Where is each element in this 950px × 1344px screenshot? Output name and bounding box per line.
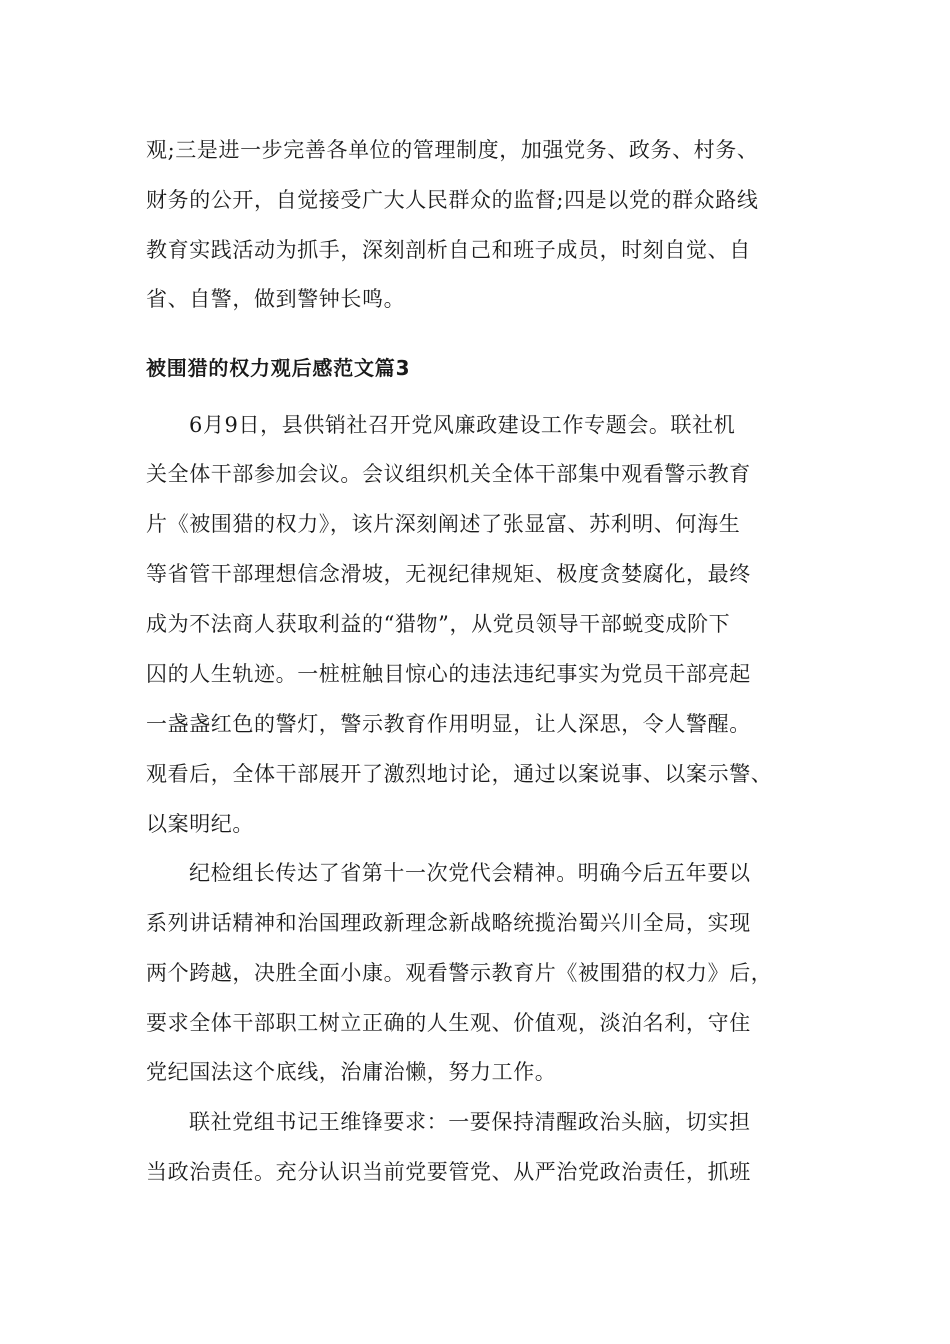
text-line: 省、自警，做到警钟长鸣。 [146,287,406,311]
text-line: 党纪国法这个底线，治庸治懒，努力工作。 [146,1060,557,1084]
text-line: 系列讲话精神和治国理政新理念新战略统揽治蜀兴川全局，实现 [146,911,751,935]
text-line: 教育实践活动为抓手，深刻剖析自己和班子成员，时刻自觉、自 [146,238,751,262]
text-line: 成为不法商人获取利益的“猎物”，从党员领导干部蜕变成阶下 [146,612,731,636]
text-line: 一盏盏红色的警灯，警示教育作用明显，让人深思，令人警醒。 [146,712,751,736]
text-line: 要求全体干部职工树立正确的人生观、价值观，淡泊名利，守住 [146,1011,751,1035]
section-heading: 被围猎的权力观后感范文篇3 [146,356,411,380]
text-line: 片《被围猎的权力》，该片深刻阐述了张显富、苏利明、何海生 [146,512,741,536]
text-line: 两个跨越，决胜全面小康。观看警示教育片《被围猎的权力》后， [146,961,773,985]
text-line: 联社党组书记王维锋要求：一要保持清醒政治头脑，切实担 [189,1110,751,1134]
text-line: 当政治责任。充分认识当前党要管党、从严治党政治责任，抓班 [146,1160,751,1184]
text-line: 观看后，全体干部展开了激烈地讨论，通过以案说事、以案示警、 [146,762,773,786]
text-line: 财务的公开，自觉接受广大人民群众的监督;四是以党的群众路线 [146,188,759,212]
text-line: 6月9日，县供销社召开党风廉政建设工作专题会。联社机 [189,413,736,437]
text-line: 囚的人生轨迹。一桩桩触目惊心的违法违纪事实为党员干部亮起 [146,662,751,686]
text-line: 观;三是进一步完善各单位的管理制度，加强党务、政务、村务、 [146,138,759,162]
text-line: 以案明纪。 [146,812,254,836]
text-line: 关全体干部参加会议。会议组织机关全体干部集中观看警示教育 [146,462,751,486]
text-line: 等省管干部理想信念滑坡，无视纪律规矩、极度贪婪腐化，最终 [146,562,751,586]
text-line: 纪检组长传达了省第十一次党代会精神。明确今后五年要以 [189,861,751,885]
